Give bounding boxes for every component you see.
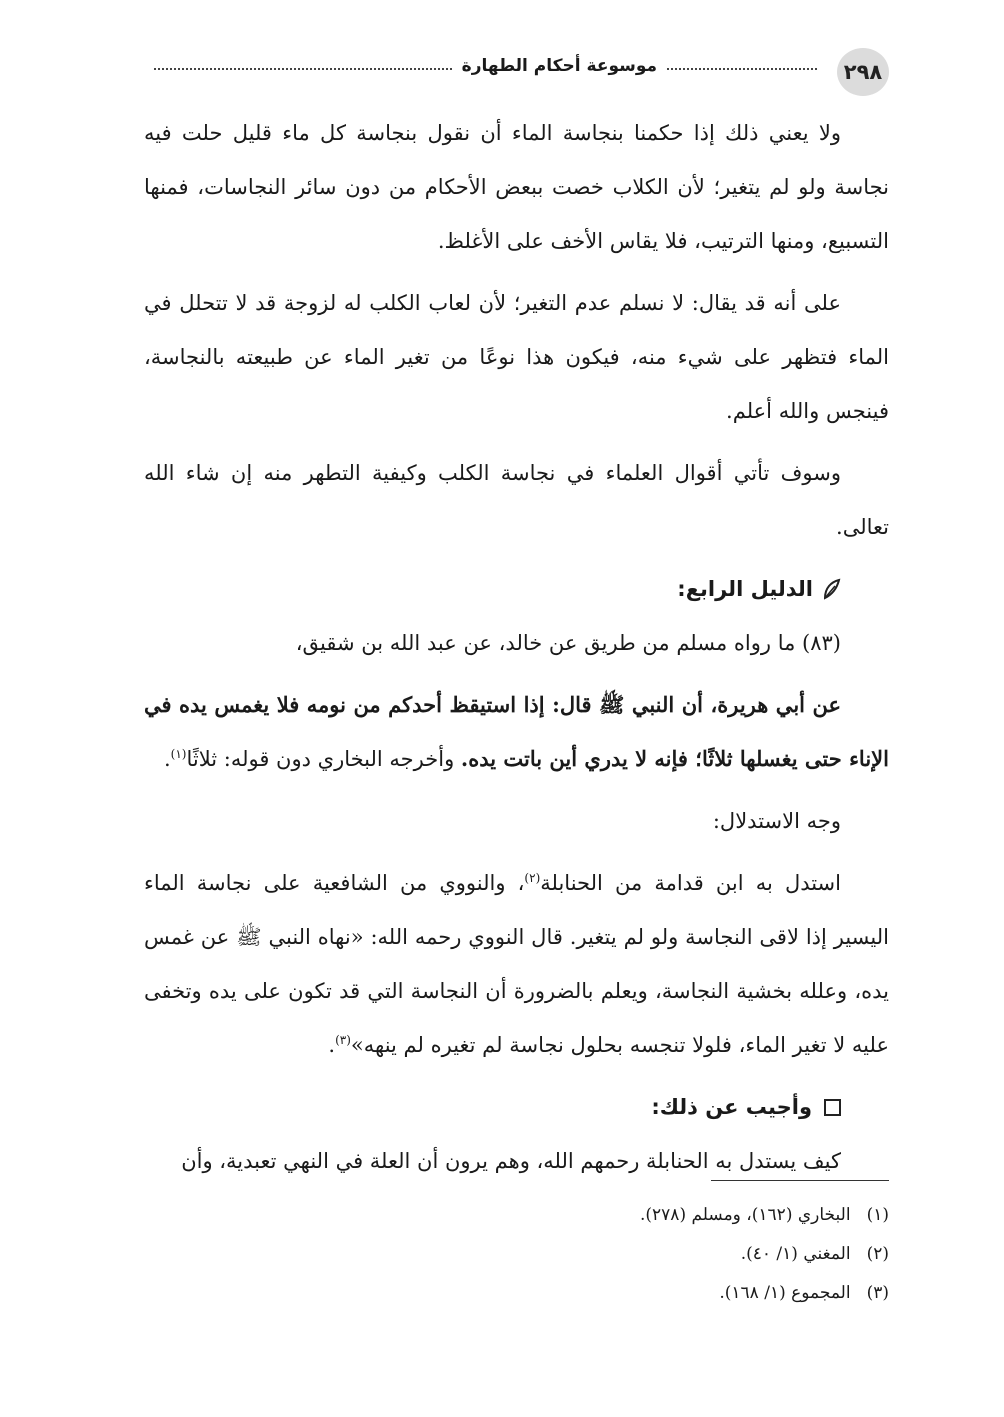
heading-text: الدليل الرابع: — [677, 577, 813, 601]
footnotes — [144, 1196, 889, 1313]
footnote-ref-2[interactable]: (٢) — [524, 871, 541, 885]
footnote-separator — [711, 1180, 889, 1181]
page-number: ٢٩٨ — [837, 48, 889, 96]
running-title: موسوعة أحكام الطهارة — [461, 56, 657, 76]
footnote-number: (٢) — [866, 1244, 889, 1264]
paragraph-3: وسوف تأتي أقوال العلماء في نجاسة الكلب وكيفية التطهر منه إن شاء الله تعالى. — [144, 461, 889, 539]
section-heading-answer — [144, 1080, 841, 1134]
paragraph-8: كيف يستدل به الحنابلة رحمهم الله، وهم يرون أن العلة في النهي تعبدية، وأن — [181, 1149, 841, 1173]
footnote-ref-1[interactable]: (١) — [170, 747, 187, 761]
paragraph-7-b: ، والنووي من الشافعية على نجاسة الماء اليسير إذا لاقى النجاسة ولو لم يتغير. قال النووي رحمه الله: «نهاه النبي ﷺ عن غمس يده، وعلله بخشية النجاسة، ويعلم بالضرورة أن النجاسة التي قد تكون على يده وتخفى عليه لا تغير الماء، فلولا تنجسه بحلول نجاسة لم تغيره لم ينهه» — [144, 871, 889, 1057]
footnote-text: البخاري (١٦٢)، ومسلم (٢٧٨). — [639, 1205, 851, 1225]
paragraph-7-a: استدل به ابن قدامة من الحنابلة — [540, 871, 841, 895]
paragraph-6: وجه الاستدلال: — [712, 809, 841, 833]
footnote-1 — [144, 1196, 889, 1235]
page-body — [144, 106, 889, 1196]
running-title-row — [144, 56, 827, 76]
paragraph-5-rest: وأخرجه البخاري دون قوله: ثلاثًا — [186, 747, 461, 771]
footnote-2 — [144, 1235, 889, 1274]
dotted-leader-right — [667, 68, 817, 70]
page-header — [144, 46, 889, 96]
footnote-text: المغني (١/ ٤٠). — [740, 1244, 851, 1264]
paragraph-5-end: . — [163, 747, 171, 771]
footnote-text: المجموع (١/ ١٦٨). — [719, 1283, 851, 1303]
footnote-ref-3[interactable]: (٣) — [335, 1033, 351, 1047]
footnote-number: (١) — [866, 1205, 889, 1225]
paragraph-5 — [144, 678, 889, 786]
paragraph-7 — [144, 856, 889, 1072]
heading-text: وأجيب عن ذلك: — [651, 1095, 812, 1119]
paragraph-1: ولا يعني ذلك إذا حكمنا بنجاسة الماء أن نقول بنجاسة كل ماء قليل حلت فيه نجاسة ولو لم يتغير؛ لأن الكلاب خصت ببعض الأحكام من دون سائر النجاسات، فمنها التسبيع، ومنها الترتيب، فلا يقاس الأخف على الأغلظ. — [144, 121, 889, 253]
footnote-number: (٣) — [866, 1283, 889, 1303]
paragraph-2: على أنه قد يقال: لا نسلم عدم التغير؛ لأن لعاب الكلب له لزوجة قد لا تتحلل في الماء فتظهر على شيء منه، فيكون هذا نوعًا من تغير الماء عن طبيعته بالنجاسة، فينجس والله أعلم. — [144, 291, 889, 423]
footnote-3 — [144, 1274, 889, 1313]
paragraph-7-end: . — [328, 1033, 336, 1057]
checkbox-square-icon — [824, 1099, 841, 1116]
section-heading-fourth-evidence — [144, 562, 841, 616]
dotted-leader-left — [154, 68, 452, 70]
paragraph-4: (٨٣) ما رواه مسلم من طريق عن خالد، عن عبد الله بن شقيق، — [295, 631, 841, 655]
hadith-text: عن أبي هريرة، أن النبي ﷺ قال: إذا استيقظ أحدكم من نومه فلا يغمس يده في الإناء حتى يغسلها ثلاثًا؛ فإنه لا يدري أين باتت يده. — [144, 692, 889, 771]
leaf-ornament-icon — [821, 578, 841, 600]
